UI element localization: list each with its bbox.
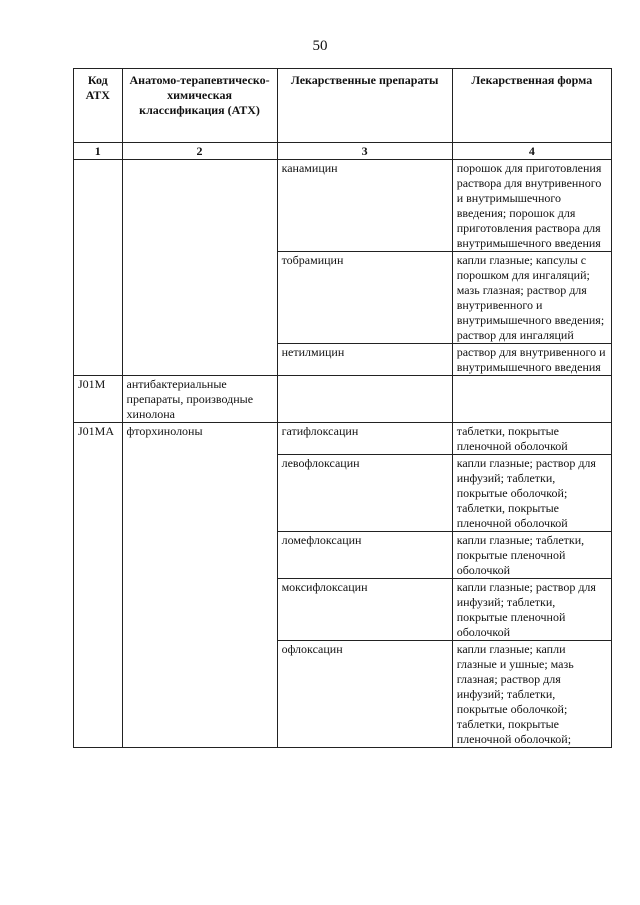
form-cell: капли глазные; капли глазные и ушные; мазь глазная; раствор для инфузий; таблетки, покрытые оболочкой; таблетки, покрытые пленочной оболочкой; xyxy=(452,641,611,748)
atc-cell: фторхинолоны xyxy=(122,423,277,455)
form-cell: капли глазные; раствор для инфузий; таблетки, покрытые пленочной оболочкой xyxy=(452,579,611,641)
form-cell: капли глазные; капсулы с порошком для ингаляций; мазь глазная; раствор для внутривенного и внутримышечного введения; раствор для ингаляций xyxy=(452,252,611,344)
code-cell xyxy=(74,579,123,641)
form-cell: капли глазные; таблетки, покрытые пленочной оболочкой xyxy=(452,532,611,579)
atc-cell xyxy=(122,641,277,748)
code-cell xyxy=(74,455,123,532)
drug-cell: ломефлоксацин xyxy=(277,532,452,579)
table-row xyxy=(74,579,612,641)
drug-cell: нетилмицин xyxy=(277,344,452,376)
drug-cell: канамицин xyxy=(277,160,452,252)
table-row xyxy=(74,455,612,532)
table-row xyxy=(74,376,612,423)
atc-cell: антибактериальные препараты, производные хинолона xyxy=(122,376,277,423)
header-code: Код АТХ xyxy=(74,69,123,143)
column-number: 1 xyxy=(74,143,123,160)
drug-cell: моксифлоксацин xyxy=(277,579,452,641)
table-row xyxy=(74,252,612,344)
atc-cell xyxy=(122,252,277,344)
form-cell: капли глазные; раствор для инфузий; таблетки, покрытые оболочкой; таблетки, покрытые пленочной оболочкой xyxy=(452,455,611,532)
drug-cell: гатифлоксацин xyxy=(277,423,452,455)
drug-cell: тобрамицин xyxy=(277,252,452,344)
atc-cell xyxy=(122,160,277,252)
code-cell xyxy=(74,532,123,579)
code-cell: J01M xyxy=(74,376,123,423)
column-number: 3 xyxy=(277,143,452,160)
table-row xyxy=(74,344,612,376)
code-cell xyxy=(74,252,123,344)
drug-cell: офлоксацин xyxy=(277,641,452,748)
table-header-row xyxy=(74,69,612,143)
drug-cell: левофлоксацин xyxy=(277,455,452,532)
table-row xyxy=(74,160,612,252)
table-row xyxy=(74,532,612,579)
header-form: Лекарственная форма xyxy=(452,69,611,143)
drug-cell xyxy=(277,376,452,423)
code-cell xyxy=(74,160,123,252)
form-cell: порошок для приготовления раствора для внутривенного и внутримышечного введения; порошок для приготовления раствора для внутримышечного введения xyxy=(452,160,611,252)
form-cell: таблетки, покрытые пленочной оболочкой xyxy=(452,423,611,455)
column-number: 2 xyxy=(122,143,277,160)
code-cell xyxy=(74,641,123,748)
column-number: 4 xyxy=(452,143,611,160)
drug-table xyxy=(73,68,612,748)
atc-cell xyxy=(122,344,277,376)
atc-cell xyxy=(122,532,277,579)
column-number-row xyxy=(74,143,612,160)
code-cell: J01MA xyxy=(74,423,123,455)
header-atc: Анатомо-терапевтическо-химическая классификация (АТХ) xyxy=(122,69,277,143)
table-row xyxy=(74,641,612,748)
atc-cell xyxy=(122,579,277,641)
page-number: 50 xyxy=(312,38,328,54)
form-cell xyxy=(452,376,611,423)
form-cell: раствор для внутривенного и внутримышечного введения xyxy=(452,344,611,376)
table-row xyxy=(74,423,612,455)
code-cell xyxy=(74,344,123,376)
header-drugs: Лекарственные препараты xyxy=(277,69,452,143)
atc-cell xyxy=(122,455,277,532)
